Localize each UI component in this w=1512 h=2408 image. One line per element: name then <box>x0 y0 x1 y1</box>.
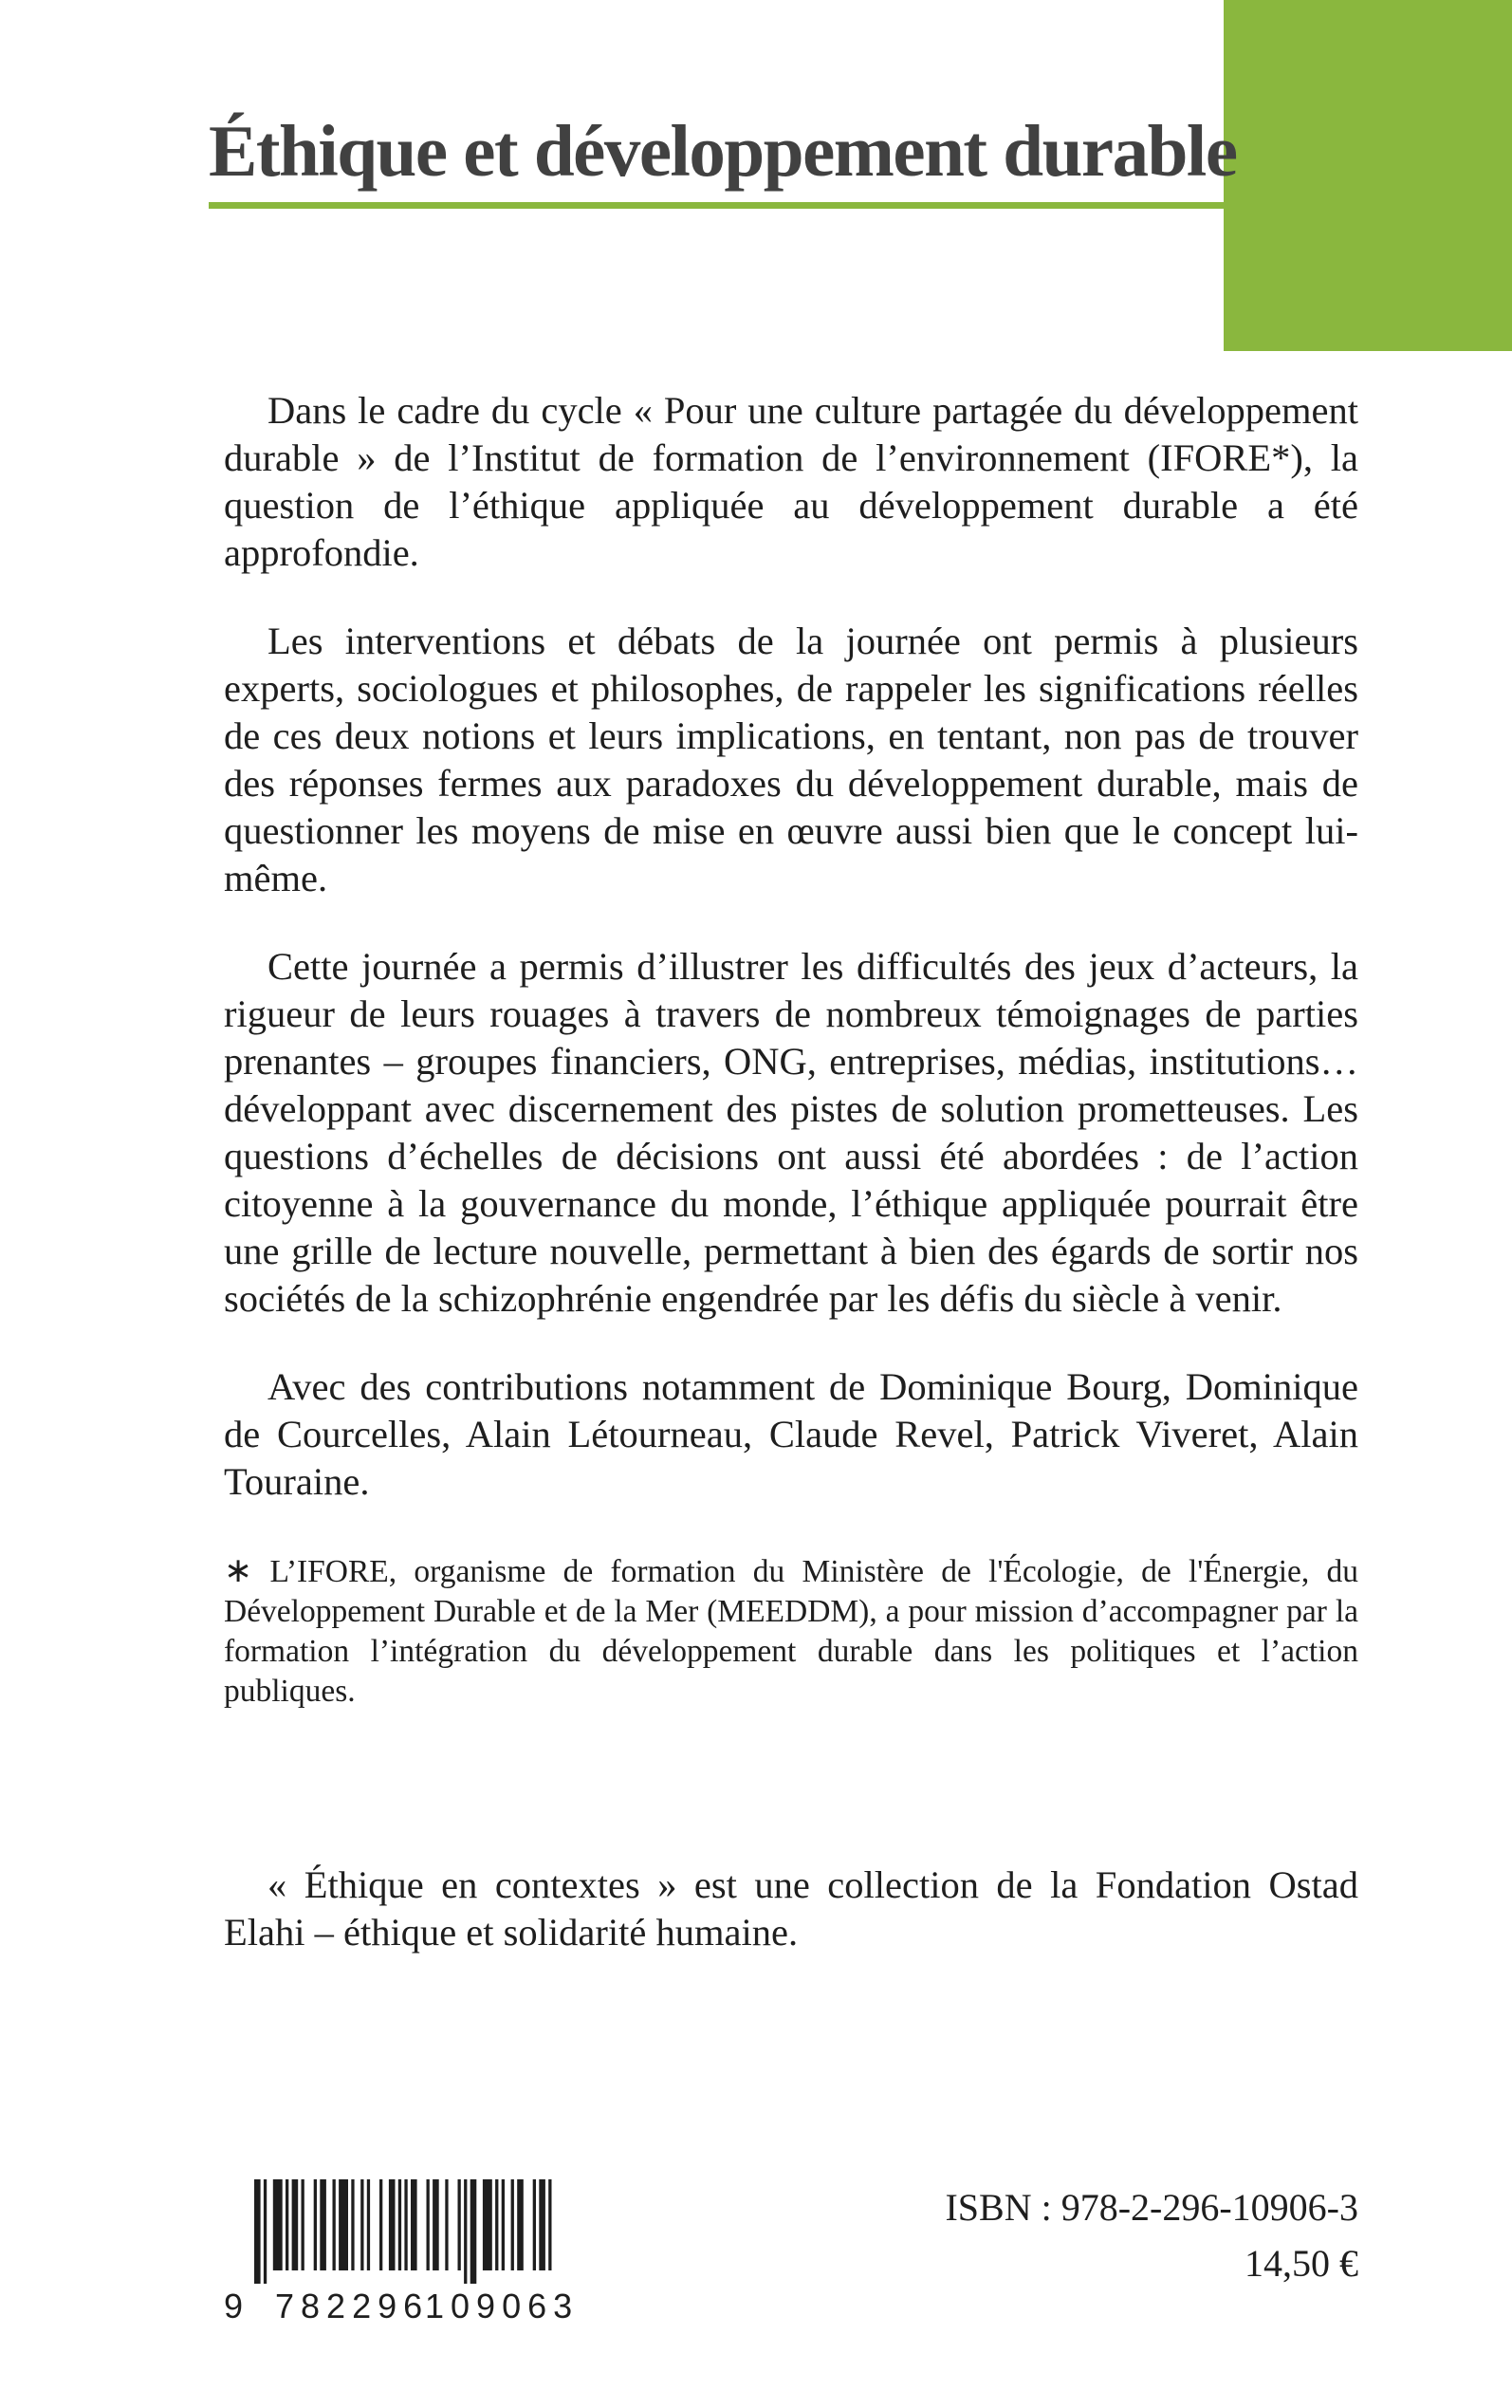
barcode-bars <box>254 2179 558 2284</box>
barcode-bar <box>398 2179 401 2270</box>
collection-note: « Éthique en contextes » est une collection de la Fondation Ostad Elahi – éthique et solidarité humaine. <box>224 1863 1358 1954</box>
barcode-bar <box>339 2179 348 2270</box>
barcode-bar <box>495 2179 498 2270</box>
barcode-bar <box>464 2179 467 2284</box>
paragraph-interventions: Les interventions et débats de la journée ont permis à plusieurs experts, sociologues et philosophes, de rappeler les significations réelles de ces deux notions et leurs implications, en tentant, non pas de trouver des réponses fermes aux paradoxes du développement durable, mais de questionner les moyens de mise en œuvre aussi bien que le concept lui-même. <box>224 620 1358 899</box>
paragraph-contributors: Avec des contributions notamment de Dominique Bourg, Dominique de Courcelles, Alain Létourneau, Claude Revel, Patrick Viveret, Alain Touraine. <box>224 1365 1358 1503</box>
barcode-bar <box>264 2179 267 2284</box>
barcode-bar <box>292 2179 299 2270</box>
barcode-bar <box>389 2179 396 2270</box>
barcode-bar <box>483 2179 492 2270</box>
barcode-bar <box>286 2179 288 2270</box>
barcode-bar <box>351 2179 354 2270</box>
barcode-bar <box>433 2179 439 2270</box>
paragraph-journee: Cette journée a permis d’illustrer les difficultés des jeux d’acteurs, la rigueur de leurs rouages à travers de nombreux témoignages de parties prenantes – groupes financiers, ONG, entreprises, médias, institutions… développant avec discernement des pistes de solution prometteuses. Les questions d’échelles de décisions ont aussi été abordées : de l’action citoyenne à la gouvernance du monde, l’éthique appliquée pourrait être une grille de lecture nouvelle, permettant à bien des égards de sortir nos sociétés de la schizophrénie engendrée par les défis du siècle à venir. <box>224 945 1358 1320</box>
blurb-text <box>224 387 1358 1712</box>
footnote <box>224 1551 1358 1712</box>
barcode-bar <box>314 2179 317 2270</box>
barcode-bar <box>302 2179 304 2270</box>
barcode-bar <box>273 2179 283 2270</box>
barcode-bar <box>445 2179 448 2270</box>
barcode-bar <box>548 2179 551 2270</box>
barcode-bar <box>411 2179 417 2270</box>
barcode-digits-left: 782296 <box>275 2287 430 2325</box>
barcode-digits-right: 109063 <box>425 2287 580 2325</box>
barcode-bar <box>502 2179 505 2270</box>
green-corner-block <box>1224 0 1512 351</box>
barcode-bar <box>254 2179 261 2284</box>
title-underline <box>209 202 1356 209</box>
barcode-bar <box>539 2179 545 2270</box>
barcode-bar <box>533 2179 536 2270</box>
barcode-bar <box>360 2179 363 2270</box>
barcode-bar <box>379 2179 382 2270</box>
paragraph-intro: Dans le cadre du cycle « Pour une culture partagée du développement durable » de l’Institut de formation de l’environnement (IFORE*), la question de l’éthique appliquée au développement durable a été approfondie. <box>224 389 1358 574</box>
isbn-number: ISBN : 978-2-296-10906-3 <box>945 2186 1358 2229</box>
barcode-digit-first: 9 <box>224 2287 244 2325</box>
barcode-bar <box>367 2179 370 2270</box>
barcode-bar <box>333 2179 336 2270</box>
book-title: Éthique et développement durable <box>209 110 1237 192</box>
footnote-text: L’IFORE, organisme de formation du Ministère de l'Écologie, de l'Énergie, du Développement Durable et de la Mer (MEEDDM), a pour mission d’accompagner par la formation l’intégration du développement durable dans les politiques et l’action publiques. <box>224 1554 1359 1709</box>
barcode-bar <box>404 2179 407 2270</box>
footnote-asterisk: ∗ <box>224 1551 253 1590</box>
price: 14,50 € <box>1245 2242 1358 2285</box>
barcode-bar <box>517 2179 524 2270</box>
barcode-bar <box>427 2179 430 2270</box>
barcode-bar <box>511 2179 514 2270</box>
barcode-bar <box>458 2179 461 2270</box>
barcode-bar <box>320 2179 326 2270</box>
barcode-bar <box>470 2179 477 2284</box>
